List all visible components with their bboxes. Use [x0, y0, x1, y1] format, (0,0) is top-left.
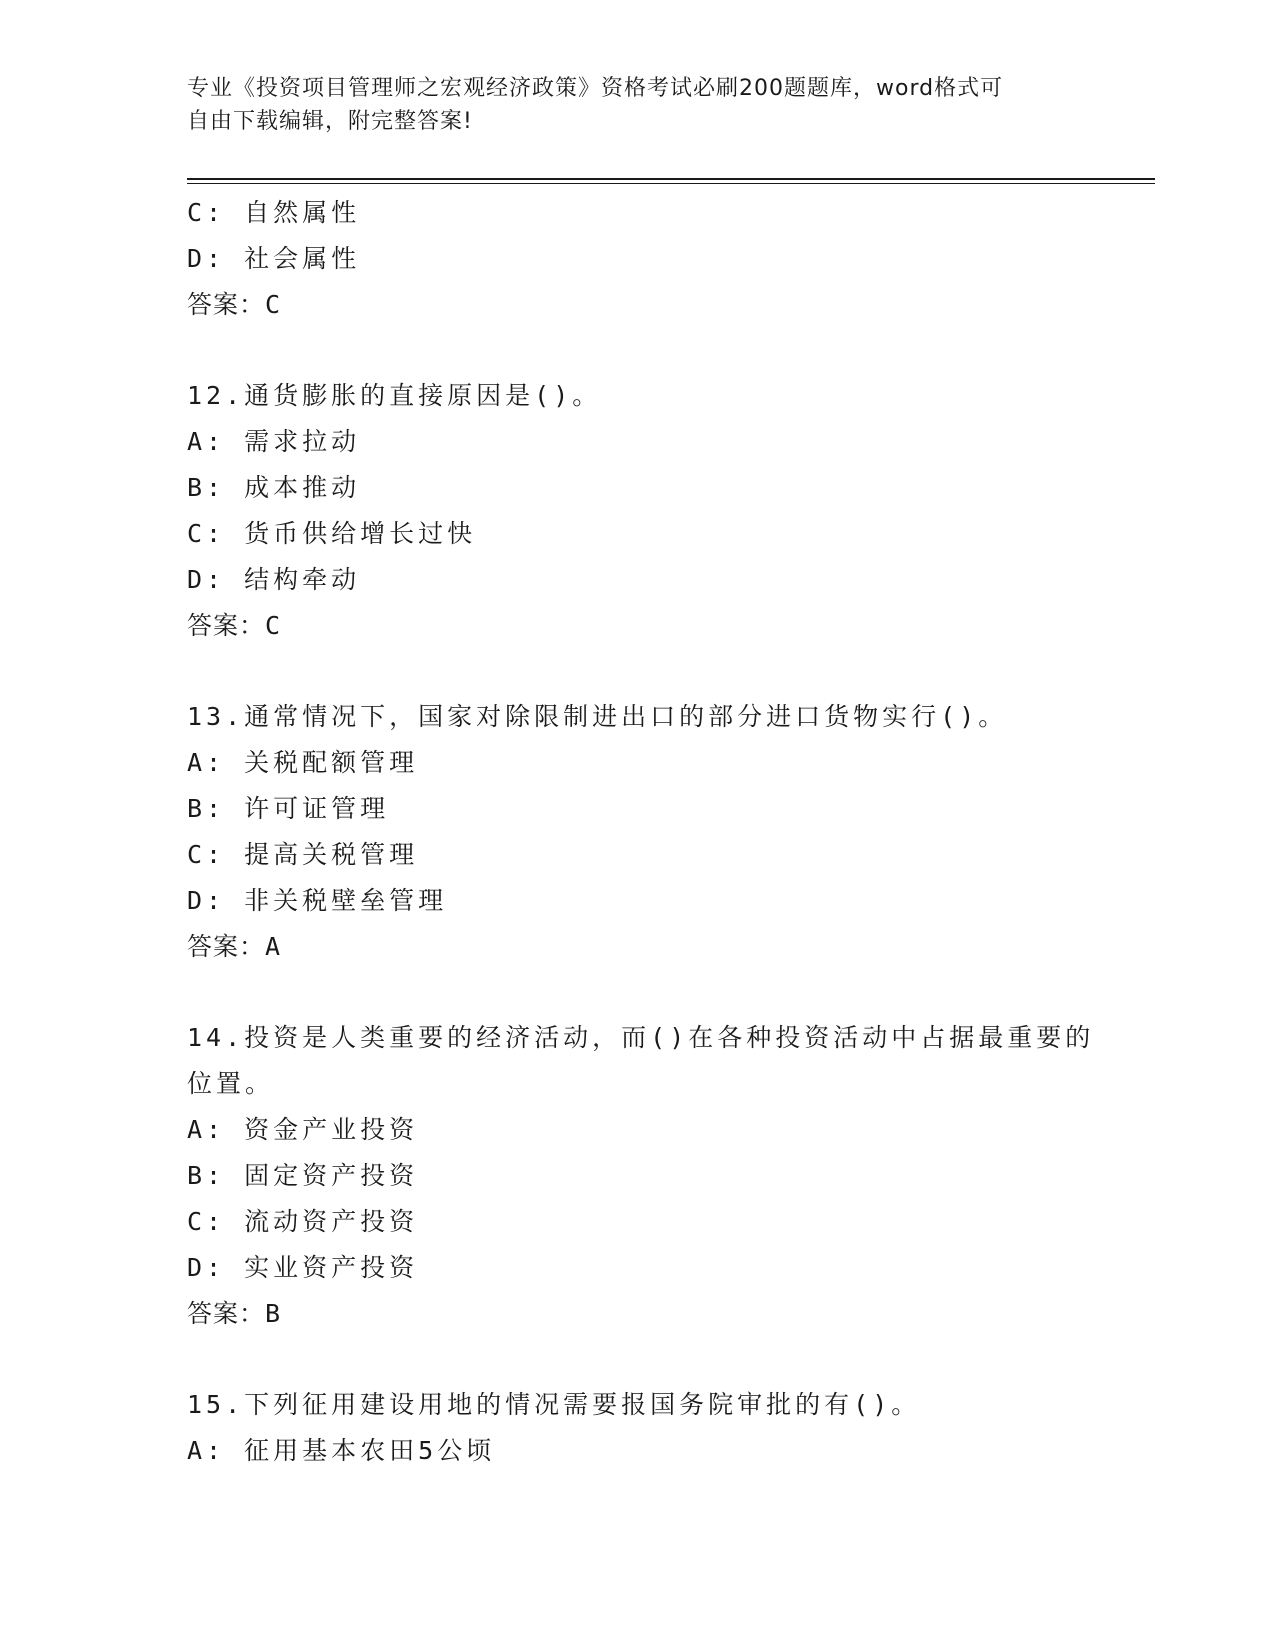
answer-value: C [265, 611, 283, 640]
answer-value: B [265, 1299, 283, 1328]
option-d: D: 社会属性 [187, 244, 361, 273]
option-a: A: 征用基本农田5公顷 [187, 1436, 496, 1465]
question-block-14 [187, 1015, 1095, 1337]
option-c: C: 流动资产投资 [187, 1207, 419, 1236]
document-header [187, 72, 1067, 138]
question-text: 15.下列征用建设用地的情况需要报国务院审批的有()。 [187, 1390, 921, 1419]
option-b: B: 许可证管理 [187, 794, 390, 823]
question-text: 12.通货膨胀的直接原因是()。 [187, 381, 602, 410]
answer-label: 答案： [187, 290, 266, 319]
answer-value: A [265, 932, 283, 961]
option-d: D: 实业资产投资 [187, 1253, 419, 1282]
question-block-12 [187, 373, 1087, 649]
question-text: 13.通常情况下，国家对除限制进出口的部分进口货物实行()。 [187, 702, 1008, 731]
answer-line [187, 924, 1087, 970]
answer-line [187, 603, 1087, 649]
answer-label: 答案： [187, 932, 266, 961]
header-divider-thick [187, 178, 1155, 180]
option-a: A: 资金产业投资 [187, 1115, 419, 1144]
option-d: D: 非关税壁垒管理 [187, 886, 448, 915]
question-list [187, 190, 1095, 1474]
question-block-13 [187, 694, 1087, 970]
answer-label: 答案： [187, 1299, 266, 1328]
answer-label: 答案： [187, 611, 266, 640]
header-line-2: 自由下载编辑，附完整答案! [187, 109, 473, 134]
question-block-15 [187, 1382, 1087, 1474]
option-c: C: 提高关税管理 [187, 840, 419, 869]
question-block-11 [187, 190, 1087, 328]
option-c: C: 货币供给增长过快 [187, 519, 477, 548]
question-text-line-2: 位置。 [187, 1069, 275, 1098]
option-b: B: 固定资产投资 [187, 1161, 419, 1190]
option-b: B: 成本推动 [187, 473, 361, 502]
option-d: D: 结构牵动 [187, 565, 361, 594]
question-text-line-1: 14.投资是人类重要的经济活动，而()在各种投资活动中占据最重要的 [187, 1023, 1095, 1052]
option-a: A: 需求拉动 [187, 427, 361, 456]
answer-value: C [265, 290, 283, 319]
header-divider-thin [187, 183, 1155, 184]
option-a: A: 关税配额管理 [187, 748, 419, 777]
option-c: C: 自然属性 [187, 198, 361, 227]
answer-line [187, 282, 1087, 328]
answer-line [187, 1291, 1087, 1337]
header-line-1: 专业《投资项目管理师之宏观经济政策》资格考试必刷200题题库，word格式可 [187, 76, 1004, 101]
